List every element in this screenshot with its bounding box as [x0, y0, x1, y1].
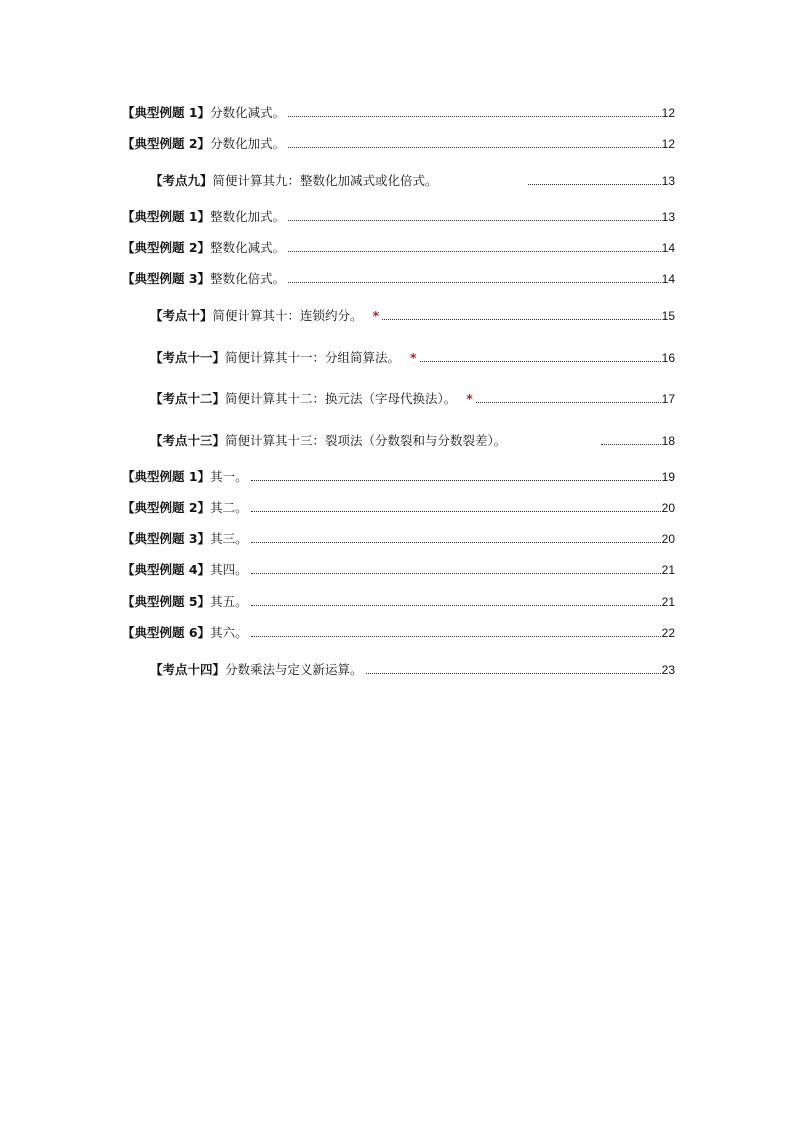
dot-leader: [251, 636, 661, 637]
dot-leader: [366, 673, 661, 674]
dot-leader: [288, 251, 661, 252]
toc-entry-page-number: 21: [661, 595, 675, 609]
toc-entry-title: 其二。: [210, 500, 248, 515]
dot-leader: [251, 480, 661, 481]
toc-entry-page-number: 13: [661, 210, 675, 224]
toc-entry-title: 其三。: [210, 531, 248, 546]
toc-entry-page-number: 22: [661, 626, 675, 640]
toc-entry-text: [122, 562, 248, 578]
toc-entry-topic-10[interactable]: [150, 304, 675, 324]
toc-entry-title: 简便计算其十：连锁约分。: [212, 308, 363, 323]
toc-entry-tag: 【典型例题 2】: [122, 500, 211, 515]
dot-leader: [288, 282, 661, 283]
toc-entry-tag: 【考点十三】: [150, 433, 226, 448]
toc-entry-tag: 【典型例题 3】: [122, 271, 211, 286]
star-marker: *: [466, 391, 473, 406]
toc-entry-text: [150, 433, 506, 449]
toc-entry-tag: 【考点九】: [150, 173, 213, 188]
toc-entry-topic-11[interactable]: [150, 346, 675, 366]
dot-leader: [476, 402, 661, 403]
toc-entry-page-number: 14: [661, 241, 675, 255]
toc-entry-tag: 【考点十二】: [150, 391, 226, 406]
dot-leader: [288, 116, 661, 117]
dot-leader: [251, 573, 661, 574]
toc-entry-text: [122, 625, 248, 641]
toc-entry-page-number: 16: [661, 351, 675, 365]
toc-entry-title: 分数乘法与定义新运算。: [225, 662, 363, 677]
star-marker: *: [410, 350, 417, 365]
toc-entry-text: [122, 136, 285, 152]
toc-entry-page-number: 23: [661, 663, 675, 677]
toc-entry-tag: 【典型例题 2】: [122, 136, 211, 151]
star-marker: *: [372, 308, 380, 323]
toc-entry-page-number: 14: [661, 272, 675, 286]
dot-leader: [251, 511, 661, 512]
toc-entry-example-3-part-three[interactable]: [122, 527, 675, 547]
toc-entry-text: [150, 391, 456, 407]
toc-entry-page-number: 12: [661, 106, 675, 120]
dot-leader: [288, 220, 661, 221]
toc-entry-page-number: 12: [661, 137, 675, 151]
toc-entry-example-4-part-four[interactable]: [122, 558, 675, 578]
toc-entry-example-1-fraction-subtraction[interactable]: [122, 101, 675, 121]
toc-entry-tag: 【典型例题 4】: [122, 562, 211, 577]
toc-entry-page-number: 20: [661, 532, 675, 546]
toc-entry-page-number: 18: [661, 434, 675, 448]
toc-entry-tag: 【典型例题 2】: [122, 240, 211, 255]
toc-entry-text: [122, 531, 248, 547]
toc-entry-topic-9[interactable]: [150, 169, 675, 189]
toc-entry-title: 其四。: [210, 562, 248, 577]
dot-leader: [251, 542, 661, 543]
toc-entry-tag: 【考点十四】: [150, 662, 226, 677]
toc-entry-page-number: 21: [661, 563, 675, 577]
toc-entry-title: 简便计算其九：整数化加减式或化倍式。: [212, 173, 438, 188]
toc-entry-tag: 【典型例题 5】: [122, 594, 211, 609]
toc-entry-page-number: 13: [661, 174, 675, 188]
toc-entry-title: 整数化减式。: [210, 240, 286, 255]
dot-leader: [601, 444, 660, 445]
dot-leader: [251, 605, 661, 606]
toc-entry-example-6-part-six[interactable]: [122, 621, 675, 641]
toc-entry-title: 分数化减式。: [210, 105, 286, 120]
toc-entry-page-number: 20: [661, 501, 675, 515]
toc-entry-text: [122, 594, 248, 610]
dot-leader: [528, 184, 661, 185]
toc-entry-page-number: 17: [661, 392, 675, 406]
dot-leader: [382, 319, 661, 320]
toc-entry-title: 简便计算其十三：裂项法（分数裂和与分数裂差）。: [225, 433, 507, 448]
toc-entry-tag: 【典型例题 1】: [122, 209, 211, 224]
toc-entry-tag: 【典型例题 1】: [122, 469, 211, 484]
dot-leader: [420, 361, 661, 362]
toc-entry-tag: 【典型例题 1】: [122, 105, 211, 120]
toc-entry-text: [122, 209, 285, 225]
toc-entry-text: [122, 500, 248, 516]
toc-entry-example-3-integer-multiple[interactable]: [122, 267, 675, 287]
toc-entry-tag: 【考点十】: [150, 308, 213, 323]
toc-entry-text: [150, 350, 400, 366]
toc-entry-example-1-part-one[interactable]: [122, 465, 675, 485]
toc-entry-text: [122, 105, 285, 121]
dot-leader: [288, 147, 661, 148]
toc-entry-topic-14[interactable]: [150, 658, 675, 678]
toc-entry-tag: 【典型例题 3】: [122, 531, 211, 546]
toc-entry-title: 分数化加式。: [210, 136, 286, 151]
toc-entry-page-number: 19: [661, 470, 675, 484]
toc-entry-example-2-fraction-addition[interactable]: [122, 132, 675, 152]
toc-entry-title: 简便计算其十一：分组简算法。: [225, 350, 401, 365]
toc-entry-text: [150, 308, 363, 324]
toc-entry-title: 其六。: [210, 625, 248, 640]
toc-entry-page-number: 15: [661, 309, 675, 323]
toc-entry-text: [150, 662, 363, 678]
toc-entry-title: 简便计算其十二：换元法（字母代换法）。: [225, 391, 457, 406]
toc-entry-text: [122, 271, 285, 287]
toc-entry-example-2-integer-subtraction[interactable]: [122, 236, 675, 256]
toc-entry-text: [150, 173, 438, 189]
toc-entry-tag: 【考点十一】: [150, 350, 226, 365]
toc-entry-example-5-part-five[interactable]: [122, 590, 675, 610]
toc-entry-tag: 【典型例题 6】: [122, 625, 211, 640]
toc-entry-title: 整数化倍式。: [210, 271, 286, 286]
toc-entry-topic-12[interactable]: [150, 387, 675, 407]
toc-entry-title: 整数化加式。: [210, 209, 286, 224]
toc-entry-title: 其五。: [210, 594, 248, 609]
toc-entry-example-2-part-two[interactable]: [122, 496, 675, 516]
toc-entry-text: [122, 240, 285, 256]
toc-entry-example-1-integer-addition[interactable]: [122, 205, 675, 225]
toc-entry-title: 其一。: [210, 469, 248, 484]
toc-entry-text: [122, 469, 248, 485]
toc-entry-topic-13[interactable]: [150, 429, 675, 449]
